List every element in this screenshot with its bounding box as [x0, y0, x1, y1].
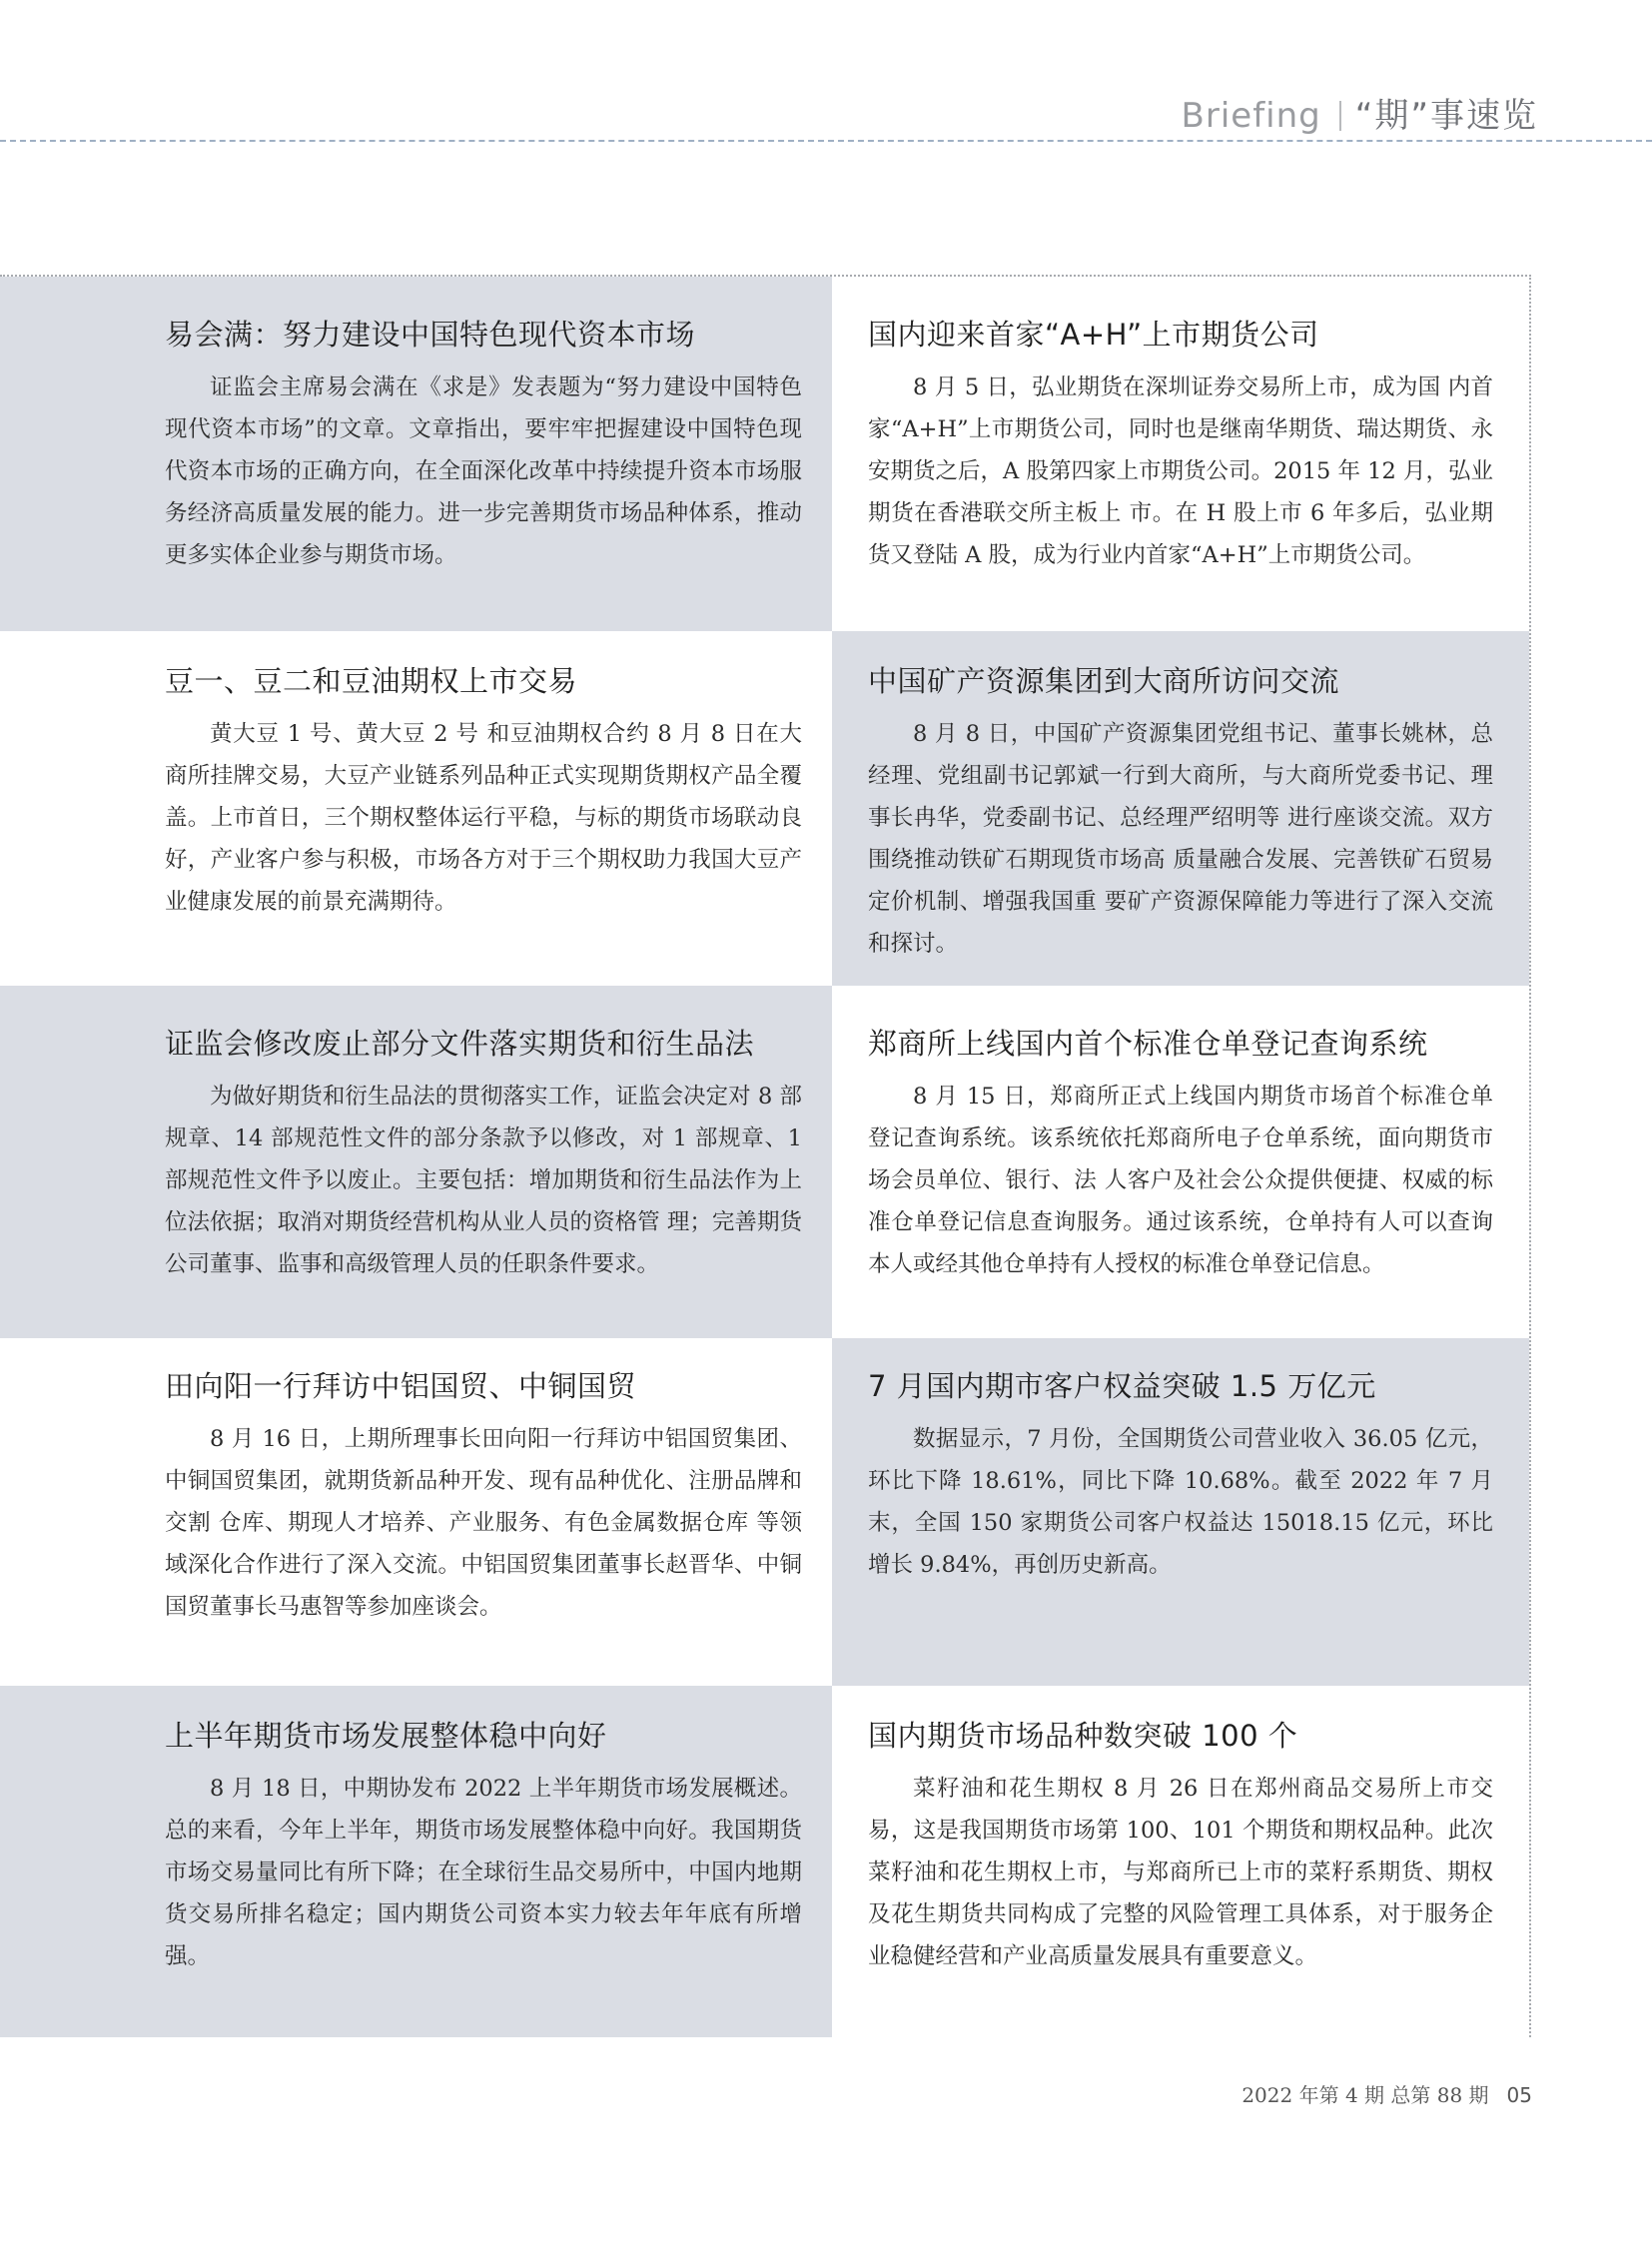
news-body: 菜籽油和花生期权 8 月 26 日在郑州商品交易所上市交易，这是我国期货市场第 100、101 个期货和期权品种。此次菜籽油和花生期权上市，与郑商所已上市的菜籽系期货、期权及花生期货共同构成了完整的风险管理工具体系，对于服务企业稳健经营和产业高质量发展具有重要意义。: [868, 1776, 1493, 1969]
news-item: [0, 277, 832, 631]
news-title: 田向阳一行拜访中铝国贸、中铜国贸: [165, 1369, 637, 1403]
news-body: 证监会主席易会满在《求是》发表题为“努力建设中国特色现代资本市场”的文章。文章指出，要牢牢把握建设中国特色现代资本市场的正确方向，在全面深化改革中持续提升资本市场服务经济高质量发展的能力。进一步完善期货市场品种体系，推动更多实体企业参与期货市场。: [165, 374, 802, 568]
news-title: 易会满：努力建设中国特色现代资本市场: [165, 318, 696, 352]
news-title: 郑商所上线国内首个标准仓单登记查询系统: [868, 1027, 1428, 1061]
news-title: 7 月国内期市客户权益突破 1.5 万亿元: [868, 1369, 1376, 1403]
news-body: 黄大豆 1 号、黄大豆 2 号 和豆油期权合约 8 月 8 日在大商所挂牌交易，大豆产业链系列品种正式实现期货期权产品全覆盖。上市首日，三个期权整体运行平稳，与标的期货市场联动良好，产业客户参与积极，市场各方对于三个期权助力我国大豆产业健康发展的前景充满期待。: [165, 721, 802, 915]
news-body: 8 月 18 日，中期协发布 2022 上半年期货市场发展概述。总的来看，今年上半年，期货市场发展整体稳中向好。我国期货市场交易量同比有所下降；在全球衍生品交易所中，中国内地期货交易所排名稳定；国内期货公司资本实力较去年年底有所增强。: [165, 1776, 802, 1969]
news-item: [832, 986, 1529, 1338]
briefing-grid: [0, 275, 1531, 2037]
news-item: [0, 986, 832, 1338]
header-separator: [1339, 101, 1341, 131]
news-title: 上半年期货市场发展整体稳中向好: [165, 1719, 607, 1753]
news-body: 8 月 5 日，弘业期货在深圳证券交易所上市，成为国 内首家“A+H”上市期货公司，同时也是继南华期货、瑞达期货、永安期货之后，A 股第四家上市期货公司。2015 年 12 月，弘业期货在香港联交所主板上 市。在 H 股上市 6 年多后，弘业期货又登陆 A 股，成为行业内首家“A+H”上市期货公司。: [868, 374, 1493, 568]
news-title: 国内期货市场品种数突破 100 个: [868, 1719, 1298, 1753]
news-body: 为做好期货和衍生品法的贯彻落实工作，证监会决定对 8 部规章、14 部规范性文件的部分条款予以修改，对 1 部规章、1 部规范性文件予以废止。主要包括：增加期货和衍生品法作为上位法依据；取消对期货经营机构从业人员的资格管 理；完善期货公司董事、监事和高级管理人员的任职条件要求。: [165, 1084, 802, 1277]
news-item: [832, 277, 1529, 631]
news-item: [0, 1338, 832, 1686]
header-section-title: “期”事速览: [1354, 96, 1538, 136]
news-item: [832, 631, 1529, 986]
header-brand: Briefing: [1181, 96, 1321, 136]
news-title: 国内迎来首家“A+H”上市期货公司: [868, 318, 1319, 352]
issue-info: 2022 年第 4 期 总第 88 期: [1241, 2083, 1489, 2107]
page-footer: [1241, 2079, 1532, 2108]
news-title: 豆一、豆二和豆油期权上市交易: [165, 664, 578, 698]
news-body: 8 月 15 日，郑商所正式上线国内期货市场首个标准仓单登记查询系统。该系统依托郑商所电子仓单系统，面向期货市场会员单位、银行、法 人客户及社会公众提供便捷、权威的标准仓单登记信息查询服务。通过该系统，仓单持有人可以查询本人或经其他仓单持有人授权的标准仓单登记信息。: [868, 1084, 1493, 1277]
news-item: [832, 1338, 1529, 1686]
page-number: 05: [1506, 2083, 1532, 2107]
page-header: [0, 88, 1538, 140]
news-body: 数据显示，7 月份，全国期货公司营业收入 36.05 亿元，环比下降 18.61%，同比下降 10.68%。截至 2022 年 7 月末，全国 150 家期货公司客户权益达 15018.15 亿元，环比增长 9.84%，再创历史新高。: [868, 1426, 1493, 1578]
news-title: 证监会修改废止部分文件落实期货和衍生品法: [165, 1027, 755, 1061]
news-body: 8 月 16 日，上期所理事长田向阳一行拜访中铝国贸集团、中铜国贸集团，就期货新品种开发、现有品种优化、注册品牌和交割 仓库、期现人才培养、产业服务、有色金属数据仓库 等领域深化合作进行了深入交流。中铝国贸集团董事长赵晋华、中铜国贸董事长马惠智等参加座谈会。: [165, 1426, 802, 1620]
news-item: [832, 1686, 1529, 2037]
news-title: 中国矿产资源集团到大商所访问交流: [868, 664, 1340, 698]
news-item: [0, 1686, 832, 2037]
news-body: 8 月 8 日，中国矿产资源集团党组书记、董事长姚林，总经理、党组副书记郭斌一行到大商所，与大商所党委书记、理事长冉华，党委副书记、总经理严绍明等 进行座谈交流。双方围绕推动铁矿石期现货市场高 质量融合发展、完善铁矿石贸易定价机制、增强我国重 要矿产资源保障能力等进行了深入交流和探讨。: [868, 721, 1493, 957]
news-item: [0, 631, 832, 986]
header-dashed-rule: [0, 140, 1652, 142]
